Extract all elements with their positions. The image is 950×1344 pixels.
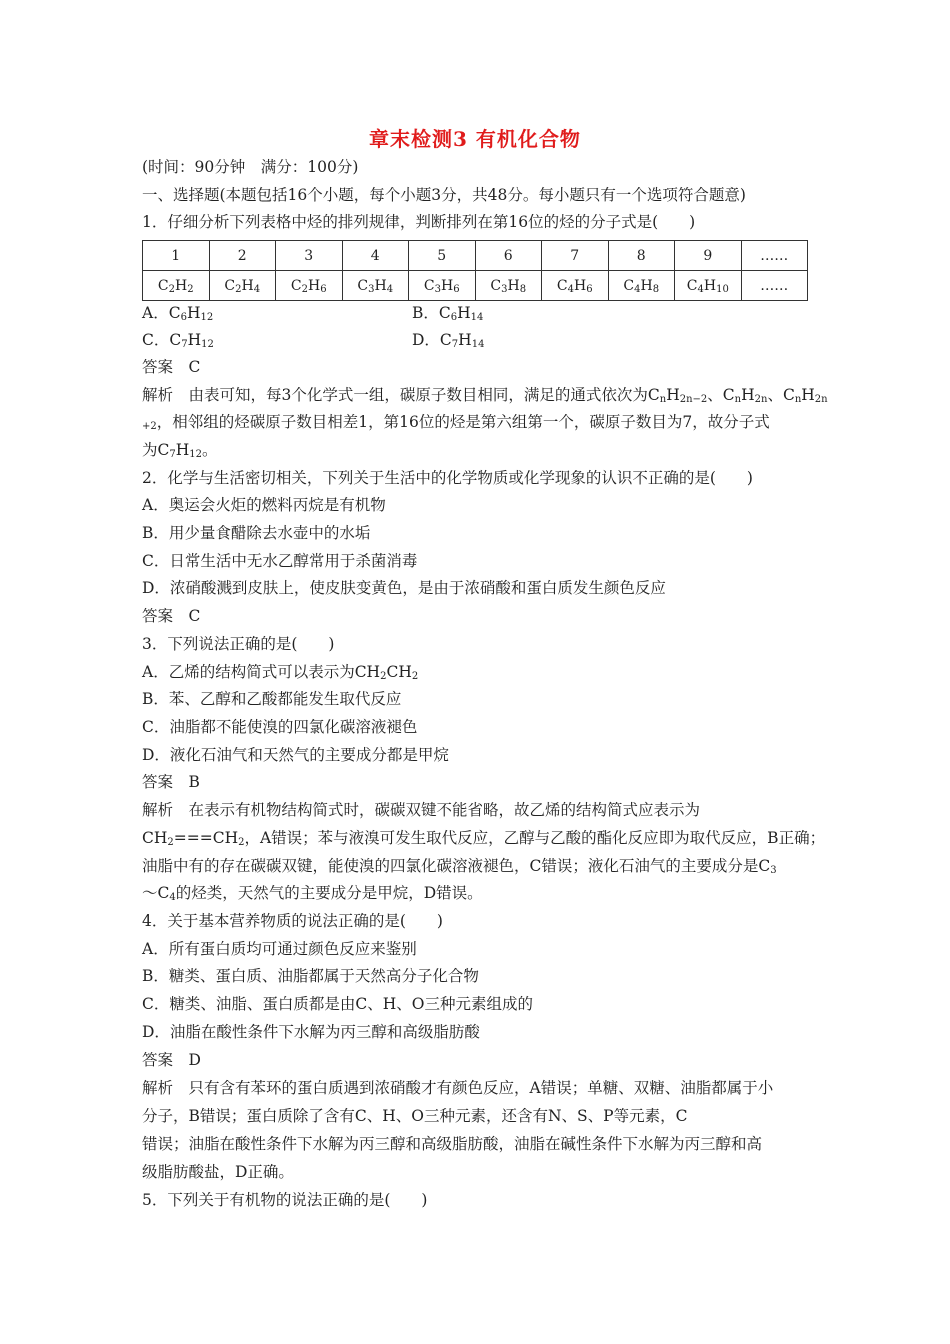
formula-cell: $C_3H_4$ bbox=[342, 271, 409, 301]
table-cell: 5 bbox=[409, 241, 476, 271]
formula-cell: $C_2H_2$ bbox=[143, 271, 210, 301]
q1-stem: 1．仔细分析下列表格中烃的排列规律，判断排列在第16位的烃的分子式是( ) bbox=[142, 213, 696, 231]
table-cell: 6 bbox=[475, 241, 542, 271]
q3-option-a: A．乙烯的结构简式可以表示为$CH_2CH_2$ bbox=[142, 663, 419, 682]
q3-option-c: C．油脂都不能使溴的四氯化碳溶液褪色 bbox=[142, 718, 418, 736]
q4-option-c: C．糖类、油脂、蛋白质都是由C、H、O三种元素组成的 bbox=[142, 995, 533, 1013]
q2-option-c: C．日常生活中无水乙醇常用于杀菌消毒 bbox=[142, 552, 418, 570]
q1-options-row2 bbox=[142, 329, 812, 351]
formula-cell: $C_4H_8$ bbox=[608, 271, 675, 301]
q4-answer: 答案 D bbox=[142, 1051, 201, 1069]
q5-stem: 5．下列关于有机物的说法正确的是( ) bbox=[142, 1191, 428, 1209]
q2-option-a: A．奥运会火炬的燃料丙烷是有机物 bbox=[142, 496, 386, 514]
formula-cell: $C_2H_6$ bbox=[276, 271, 343, 301]
formula-cell: $C_4H_6$ bbox=[542, 271, 609, 301]
hydrocarbon-table bbox=[142, 240, 808, 301]
table-formula-row bbox=[143, 271, 808, 301]
q2-stem: 2．化学与生活密切相关，下列关于生活中的化学物质或化学现象的认识不正确的是( ) bbox=[142, 469, 753, 487]
q1-option-a: A．$C_6H_{12}$ bbox=[142, 304, 214, 323]
q4-analysis-line3: 错误；油脂在酸性条件下水解为丙三醇和高级脂肪酸，油脂在碱性条件下水解为丙三醇和高 bbox=[142, 1135, 763, 1153]
q1-options-row1 bbox=[142, 302, 812, 324]
q4-analysis-line4: 级脂肪酸盐，D正确。 bbox=[142, 1163, 294, 1181]
q3-stem: 3．下列说法正确的是( ) bbox=[142, 635, 335, 653]
q4-option-d: D．油脂在酸性条件下水解为丙三醇和高级脂肪酸 bbox=[142, 1023, 480, 1041]
section-heading: 一、选择题(本题包括16个小题，每个小题3分，共48分。每小题只有一个选项符合题意) bbox=[142, 186, 746, 204]
q3-option-d: D．液化石油气和天然气的主要成分都是甲烷 bbox=[142, 746, 449, 764]
table-cell: 7 bbox=[542, 241, 609, 271]
q1-option-b: B．$C_6H_{14}$ bbox=[412, 304, 484, 323]
table-cell: 2 bbox=[209, 241, 276, 271]
q4-stem: 4．关于基本营养物质的说法正确的是( ) bbox=[142, 912, 443, 930]
table-cell: 4 bbox=[342, 241, 409, 271]
table-cell: 1 bbox=[143, 241, 210, 271]
exam-meta: (时间：90分钟 满分：100分) bbox=[142, 158, 359, 176]
q3-option-b: B．苯、乙醇和乙酸都能发生取代反应 bbox=[142, 690, 402, 708]
table-cell: 3 bbox=[276, 241, 343, 271]
formula-cell: $C_3H_6$ bbox=[409, 271, 476, 301]
q1-analysis-line2: $_{+2}$，相邻组的烃碳原子数目相差1，第16位的烃是第六组第一个，碳原子数目为7，故分子式 bbox=[142, 413, 770, 432]
q3-analysis-line2: $CH_2===CH_2$，A错误；苯与液溴可发生取代反应，乙醇与乙酸的酯化反应即为取代反应，B正确； bbox=[142, 829, 826, 848]
q1-option-d: D．$C_7H_{14}$ bbox=[412, 331, 485, 350]
page-title: 章末检测3 有机化合物 bbox=[369, 127, 581, 151]
formula-cell: …… bbox=[741, 271, 807, 301]
q2-option-b: B．用少量食醋除去水壶中的水垢 bbox=[142, 524, 371, 542]
formula-cell: $C_3H_8$ bbox=[475, 271, 542, 301]
table-cell: …… bbox=[741, 241, 807, 271]
q4-option-a: A．所有蛋白质均可通过颜色反应来鉴别 bbox=[142, 940, 417, 958]
q1-analysis-line1: 解析 由表可知，每3个化学式一组，碳原子数目相同，满足的通式依次为$C_nH_{2n-2}$、$C_nH_{2n}$、$C_nH_{2n}$ bbox=[142, 386, 828, 405]
q1-answer: 答案 C bbox=[142, 358, 201, 376]
q3-analysis-line3: 油脂中有的存在碳碳双键，能使溴的四氯化碳溶液褪色，C错误；液化石油气的主要成分是$C_3$ bbox=[142, 857, 777, 876]
q4-option-b: B．糖类、蛋白质、油脂都属于天然高分子化合物 bbox=[142, 967, 479, 985]
q3-answer: 答案 B bbox=[142, 773, 200, 791]
table-cell: 8 bbox=[608, 241, 675, 271]
q1-analysis-line3: 为$C_7H_{12}$。 bbox=[142, 441, 218, 460]
table-cell: 9 bbox=[675, 241, 742, 271]
q3-analysis-line1: 解析 在表示有机物结构简式时，碳碳双键不能省略，故乙烯的结构简式应表示为 bbox=[142, 801, 701, 819]
q4-analysis-line1: 解析 只有含有苯环的蛋白质遇到浓硝酸才有颜色反应，A错误；单糖、双糖、油脂都属于小 bbox=[142, 1079, 774, 1097]
formula-cell: $C_2H_4$ bbox=[209, 271, 276, 301]
q3-analysis-line4: $\sim C_4$的烃类，天然气的主要成分是甲烷，D错误。 bbox=[142, 884, 483, 903]
q1-option-c: C．$C_7H_{12}$ bbox=[142, 331, 214, 350]
q2-answer: 答案 C bbox=[142, 607, 201, 625]
q4-analysis-line2: 分子，B错误；蛋白质除了含有C、H、O三种元素，还含有N、S、P等元素，C bbox=[142, 1107, 688, 1125]
table-header-row bbox=[143, 241, 808, 271]
q2-option-d: D．浓硝酸溅到皮肤上，使皮肤变黄色，是由于浓硝酸和蛋白质发生颜色反应 bbox=[142, 579, 666, 597]
formula-cell: $C_4H_{10}$ bbox=[675, 271, 742, 301]
